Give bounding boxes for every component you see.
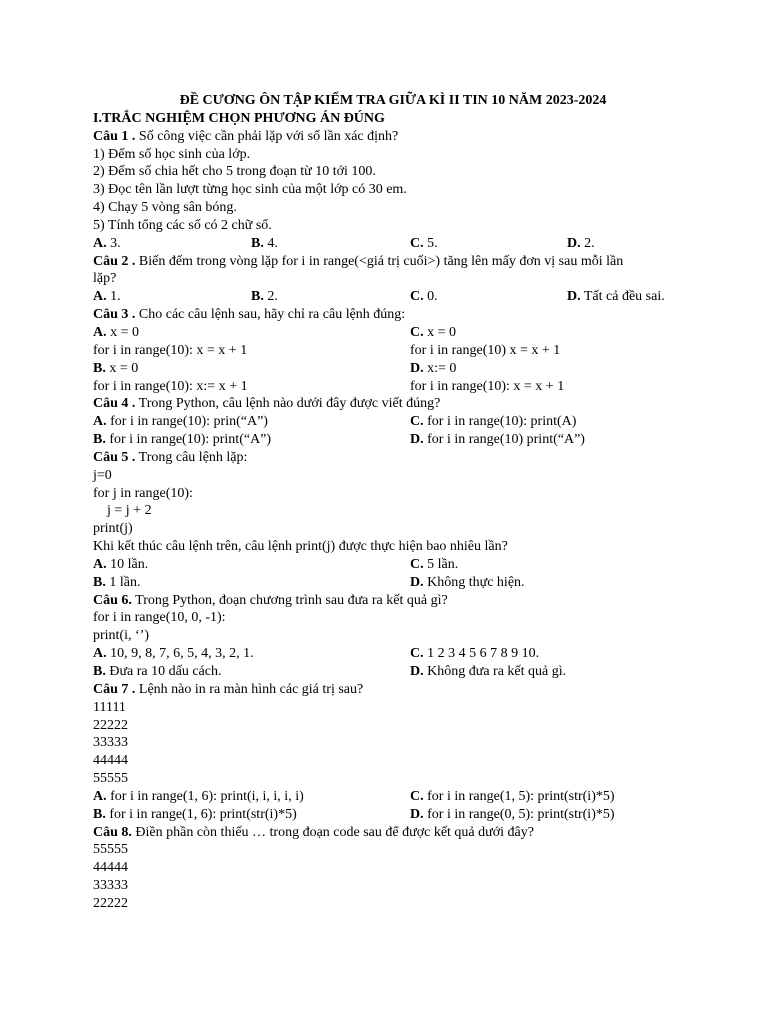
question-label: Câu 5 . — [93, 449, 136, 465]
option-a-code: for i in range(10): x = x + 1 — [93, 342, 248, 358]
question-text: Cho các câu lệnh sau, hãy chỉ ra câu lệnh đúng: — [135, 307, 406, 323]
option-key: C. — [410, 556, 424, 572]
option-key: A. — [93, 235, 107, 251]
answer-row — [93, 645, 693, 663]
answer-options — [93, 288, 693, 306]
option-b-code: for i in range(10): x:= x + 1 — [93, 378, 248, 394]
option-key: C. — [410, 235, 424, 251]
option-b — [251, 288, 278, 306]
option-key: A. — [93, 289, 107, 305]
option-a — [93, 288, 121, 306]
answer-row — [93, 574, 693, 592]
question-text: Biến đếm trong vòng lặp for i in range(<giá trị cuối>) tăng lên mấy đơn vị sau mỗi lần — [135, 253, 624, 269]
option-key: A. — [93, 414, 107, 430]
answer-row — [93, 360, 693, 378]
option-key: B. — [93, 574, 106, 590]
question-text: Trong Python, đoạn chương trình sau đưa ra kết quả gì? — [131, 592, 448, 608]
code-line: j=0 — [93, 467, 112, 483]
option-text: 0. — [423, 289, 438, 305]
answer-row — [93, 324, 693, 342]
answer-row — [93, 431, 693, 449]
question-4 — [93, 395, 693, 413]
document-title: ĐỀ CƯƠNG ÔN TẬP KIỂM TRA GIỮA KÌ II TIN 10 NĂM 2023-2024 — [179, 93, 607, 108]
option-text: Đưa ra 10 dấu cách. — [105, 664, 222, 679]
output-line: 33333 — [93, 878, 128, 894]
question-label: Câu 1 . — [93, 128, 136, 144]
option-text: 1 lần. — [105, 574, 141, 590]
option-key: D. — [410, 360, 424, 376]
option-text: for i in range(10): print(A) — [423, 414, 577, 430]
output-line: 55555 — [93, 771, 128, 787]
code-line: for j in range(10): — [93, 485, 193, 501]
question-text: Điền phần còn thiếu … trong đoạn code sau để được kết quả dưới đây? — [131, 824, 534, 840]
question-text-continued: lặp? — [93, 271, 117, 287]
option-key: D. — [567, 289, 581, 305]
document-page — [93, 92, 693, 913]
option-text: for i in range(1, 5): print(str(i)*5) — [423, 788, 615, 804]
question-label: Câu 4 . — [93, 396, 136, 412]
option-text: Không thực hiện. — [423, 574, 525, 590]
option-text: Không đưa ra kết quả gì. — [423, 664, 567, 679]
answer-row — [93, 378, 693, 396]
question-8 — [93, 824, 693, 842]
question-label: Câu 6. — [93, 592, 132, 608]
option-key: D. — [410, 806, 424, 822]
answer-row — [93, 806, 693, 824]
option-c — [410, 556, 458, 574]
question-label: Câu 2 . — [93, 253, 136, 269]
option-key: A. — [93, 646, 107, 662]
option-text: x = 0 — [423, 324, 457, 340]
option-b — [93, 806, 297, 824]
option-a — [93, 235, 121, 253]
option-key: C. — [410, 646, 424, 662]
option-text: 1 2 3 4 5 6 7 8 9 10. — [423, 646, 540, 662]
option-c — [410, 288, 438, 306]
code-line: j = j + 2 — [93, 503, 152, 519]
option-b — [93, 663, 222, 681]
option-key: B. — [93, 806, 106, 822]
question-7 — [93, 681, 693, 699]
option-text: 1. — [106, 289, 121, 305]
option-key: B. — [251, 289, 264, 305]
option-text: 5. — [423, 235, 438, 251]
question-6 — [93, 592, 693, 610]
answer-options — [93, 235, 693, 253]
option-key: B. — [251, 235, 264, 251]
option-d — [410, 663, 566, 681]
question-5 — [93, 449, 693, 467]
question-text: Số công việc cần phải lặp với số lần xác định? — [135, 128, 399, 144]
question-text: Trong Python, câu lệnh nào dưới đây được viết đúng? — [135, 396, 441, 412]
option-c — [410, 788, 615, 806]
option-key: D. — [410, 664, 424, 679]
answer-row — [93, 342, 693, 360]
option-d — [567, 288, 665, 306]
option-d — [410, 806, 615, 824]
option-text: for i in range(0, 5): print(str(i)*5) — [423, 806, 615, 822]
option-text: 10, 9, 8, 7, 6, 5, 4, 3, 2, 1. — [106, 646, 254, 662]
option-a — [93, 788, 304, 806]
option-key: A. — [93, 324, 107, 340]
option-d-code: for i in range(10): x = x + 1 — [410, 378, 565, 394]
option-key: B. — [93, 664, 106, 679]
option-key: D. — [567, 235, 581, 251]
option-text: for i in range(1, 6): print(str(i)*5) — [105, 806, 297, 822]
question-item: 3) Đọc tên lần lượt từng học sinh của một lớp có 30 em. — [93, 182, 407, 198]
option-b — [93, 431, 271, 449]
output-line: 55555 — [93, 842, 128, 858]
option-text: 3. — [106, 235, 121, 251]
option-key: C. — [410, 788, 424, 804]
answer-row — [93, 663, 693, 681]
output-line: 11111 — [93, 699, 126, 715]
option-c — [410, 645, 539, 663]
option-a — [93, 413, 268, 431]
option-text: for i in range(10): print(“A”) — [105, 432, 272, 448]
option-text: 10 lần. — [106, 556, 149, 572]
option-key: A. — [93, 556, 107, 572]
option-c — [410, 413, 576, 431]
question-1 — [93, 128, 693, 146]
answer-row — [93, 413, 693, 431]
option-text: Tất cả đều sai. — [580, 289, 665, 305]
question-3 — [93, 306, 693, 324]
option-text: for i in range(10): prin(“A”) — [106, 414, 268, 430]
option-key: B. — [93, 432, 106, 448]
option-key: B. — [93, 360, 106, 376]
option-key: D. — [410, 574, 424, 590]
option-d — [567, 235, 595, 253]
output-line: 44444 — [93, 753, 128, 769]
option-b — [251, 235, 278, 253]
section-heading: I.TRẮC NGHIỆM CHỌN PHƯƠNG ÁN ĐÚNG — [93, 110, 385, 126]
question-text: Lệnh nào in ra màn hình các giá trị sau? — [135, 681, 364, 697]
question-item: 2) Đếm số chia hết cho 5 trong đoạn từ 10 tới 100. — [93, 164, 376, 180]
option-text: x = 0 — [106, 324, 140, 340]
option-text: 2. — [263, 289, 278, 305]
option-b — [93, 574, 140, 592]
option-b — [93, 360, 138, 378]
option-text: x:= 0 — [423, 360, 457, 376]
output-line: 44444 — [93, 860, 128, 876]
code-line: print(i, ‘’) — [93, 628, 149, 644]
option-c — [410, 324, 456, 342]
option-key: A. — [93, 788, 107, 804]
answer-row — [93, 556, 693, 574]
question-label: Câu 3 . — [93, 307, 136, 323]
question-prompt: Khi kết thúc câu lệnh trên, câu lệnh print(j) được thực hiện bao nhiêu lần? — [93, 539, 508, 555]
question-item: 5) Tính tổng các số có 2 chữ số. — [93, 217, 272, 233]
option-d — [410, 360, 456, 378]
code-line: print(j) — [93, 521, 133, 537]
question-label: Câu 7 . — [93, 681, 136, 697]
option-key: D. — [410, 432, 424, 448]
question-item: 4) Chạy 5 vòng sân bóng. — [93, 200, 237, 216]
question-label: Câu 8. — [93, 824, 132, 840]
option-text: 4. — [263, 235, 278, 251]
option-text: 2. — [580, 235, 595, 251]
option-key: C. — [410, 289, 424, 305]
option-d — [410, 574, 525, 592]
output-line: 33333 — [93, 735, 128, 751]
option-a — [93, 324, 139, 342]
answer-row — [93, 788, 693, 806]
code-line: for i in range(10, 0, -1): — [93, 610, 226, 626]
question-item: 1) Đếm số học sinh của lớp. — [93, 146, 251, 162]
option-text: 5 lần. — [423, 556, 459, 572]
option-d — [410, 431, 585, 449]
option-c-code: for i in range(10) x = x + 1 — [410, 342, 561, 358]
output-line: 22222 — [93, 895, 128, 911]
option-text: for i in range(1, 6): print(i, i, i, i, i) — [106, 788, 304, 804]
option-a — [93, 645, 254, 663]
option-key: C. — [410, 324, 424, 340]
option-c — [410, 235, 438, 253]
option-key: C. — [410, 414, 424, 430]
question-2 — [93, 253, 693, 271]
option-text: x = 0 — [105, 360, 139, 376]
question-text: Trong câu lệnh lặp: — [135, 449, 248, 465]
output-line: 22222 — [93, 717, 128, 733]
option-text: for i in range(10) print(“A”) — [423, 432, 585, 448]
option-a — [93, 556, 148, 574]
